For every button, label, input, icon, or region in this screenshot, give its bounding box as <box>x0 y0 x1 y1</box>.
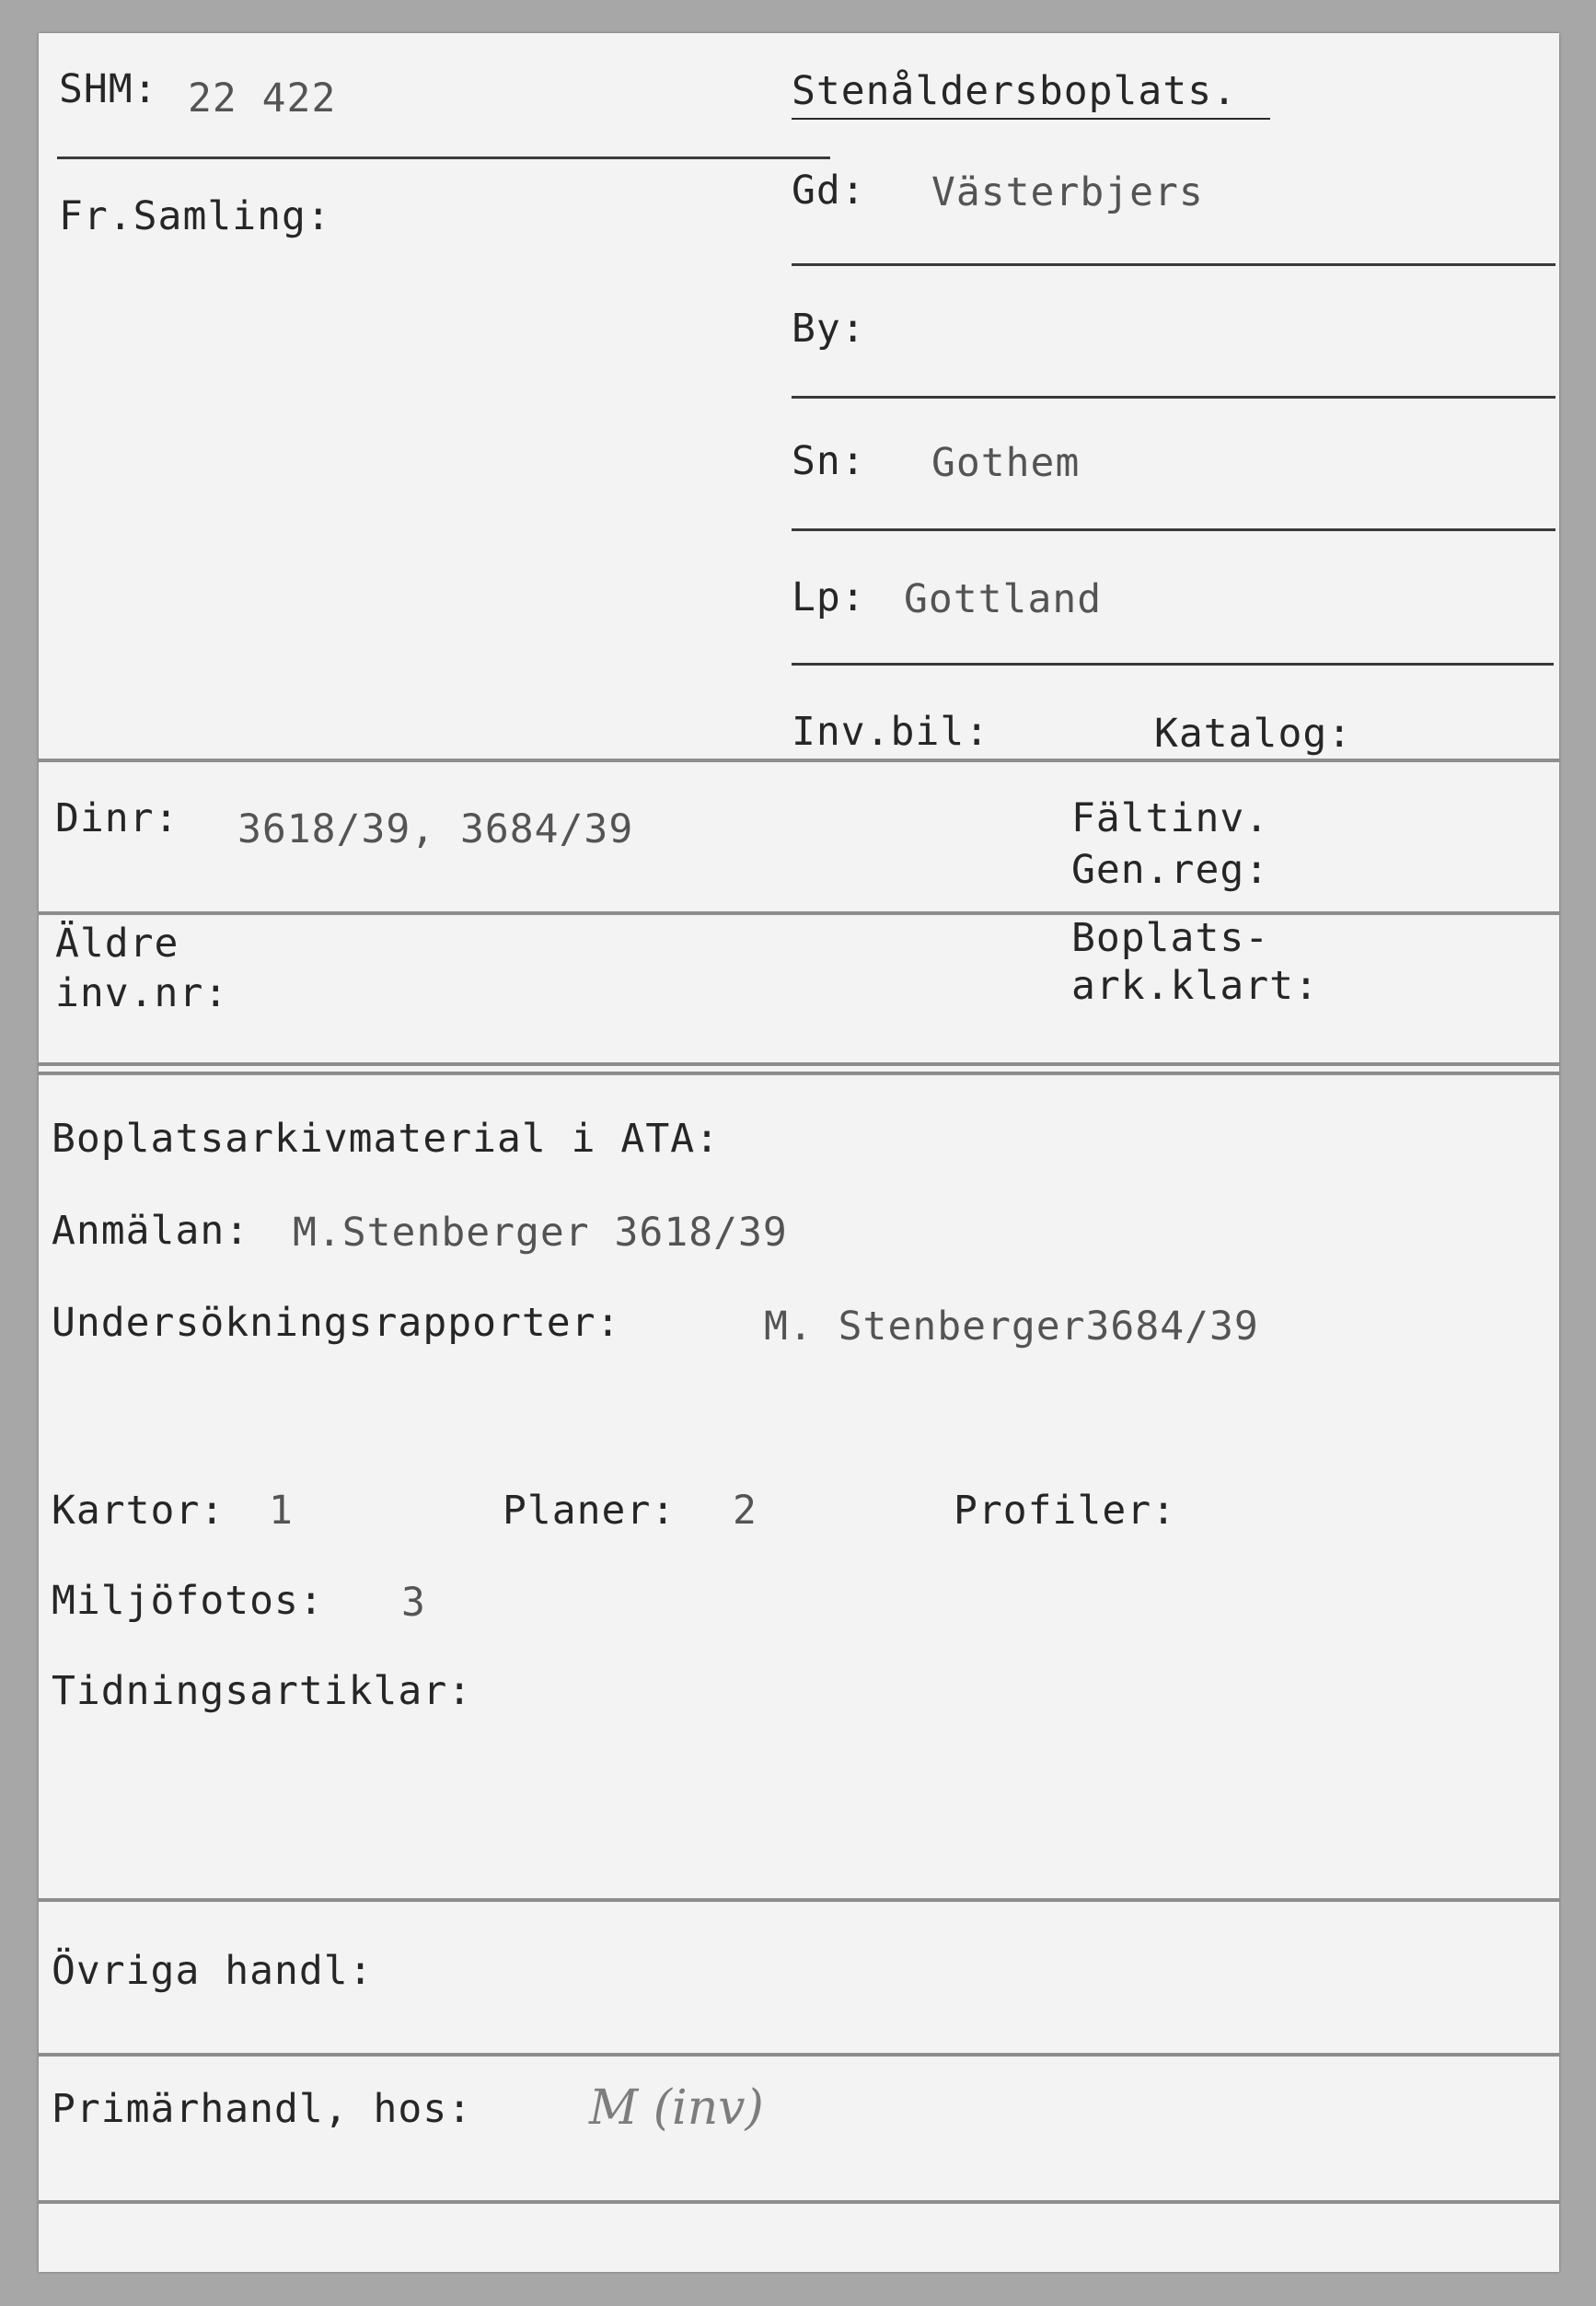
kartor-label: Kartor: <box>52 1488 226 1534</box>
lp-value: Gottland <box>904 576 1103 622</box>
dinr-value: 3618/39, 3684/39 <box>237 806 634 852</box>
gd-divider <box>792 263 1556 266</box>
sn-divider <box>792 528 1556 531</box>
undersok-value: M. Stenberger3684/39 <box>764 1304 1259 1350</box>
shm-value: 22 422 <box>188 75 337 122</box>
undersok-label: Undersökningsrapporter: <box>52 1300 621 1346</box>
aldre-label-line2: inv.nr: <box>55 970 229 1016</box>
shm-label: SHM: <box>59 66 158 112</box>
primar-handwritten-value: M (inv) <box>589 2080 764 2136</box>
tidning-label: Tidningsartiklar: <box>52 1668 473 1714</box>
gd-label: Gd: <box>792 168 866 214</box>
section-divider-3b <box>39 1072 1559 1075</box>
shm-divider <box>57 156 830 159</box>
anmalan-value: M.Stenberger 3618/39 <box>293 1210 788 1256</box>
gen-reg-label: Gen.reg: <box>1071 847 1270 893</box>
profiler-label: Profiler: <box>954 1488 1176 1534</box>
section-divider-6 <box>39 2200 1559 2204</box>
fr-samling-label: Fr.Samling: <box>59 193 331 239</box>
katalog-label: Katalog: <box>1154 711 1353 757</box>
lp-label: Lp: <box>792 574 866 620</box>
section-divider-5 <box>39 2053 1559 2057</box>
dinr-label: Dinr: <box>55 795 179 841</box>
section-divider-1 <box>39 759 1559 762</box>
boplats-label-line1: Boplats- <box>1071 915 1270 961</box>
catalog-card <box>39 33 1559 2272</box>
planer-label: Planer: <box>503 1488 677 1534</box>
section-divider-2 <box>39 911 1559 915</box>
by-divider <box>792 396 1556 399</box>
type-heading-underline <box>792 118 1270 120</box>
primar-label: Primärhandl, hos: <box>52 2086 473 2132</box>
planer-value: 2 <box>733 1488 758 1534</box>
type-heading: Stenåldersboplats. <box>792 68 1237 114</box>
ata-heading: Boplatsarkivmaterial i ATA: <box>52 1116 720 1162</box>
anmalan-label: Anmälan: <box>52 1208 250 1254</box>
miljofotos-label: Miljöfotos: <box>52 1578 324 1624</box>
aldre-label-line1: Äldre <box>55 921 179 967</box>
miljofotos-value: 3 <box>401 1580 426 1626</box>
gd-value: Västerbjers <box>931 169 1204 215</box>
sn-value: Gothem <box>931 440 1081 486</box>
by-label: By: <box>792 306 866 352</box>
kartor-value: 1 <box>269 1488 294 1534</box>
sn-label: Sn: <box>792 438 866 484</box>
boplats-label-line2: ark.klart: <box>1071 963 1319 1009</box>
section-divider-3a <box>39 1062 1559 1066</box>
faltinv-label: Fältinv. <box>1071 795 1270 841</box>
inv-bil-label: Inv.bil: <box>792 709 990 755</box>
lp-divider <box>792 663 1554 666</box>
ovriga-label: Övriga handl: <box>52 1948 374 1994</box>
section-divider-4 <box>39 1898 1559 1902</box>
